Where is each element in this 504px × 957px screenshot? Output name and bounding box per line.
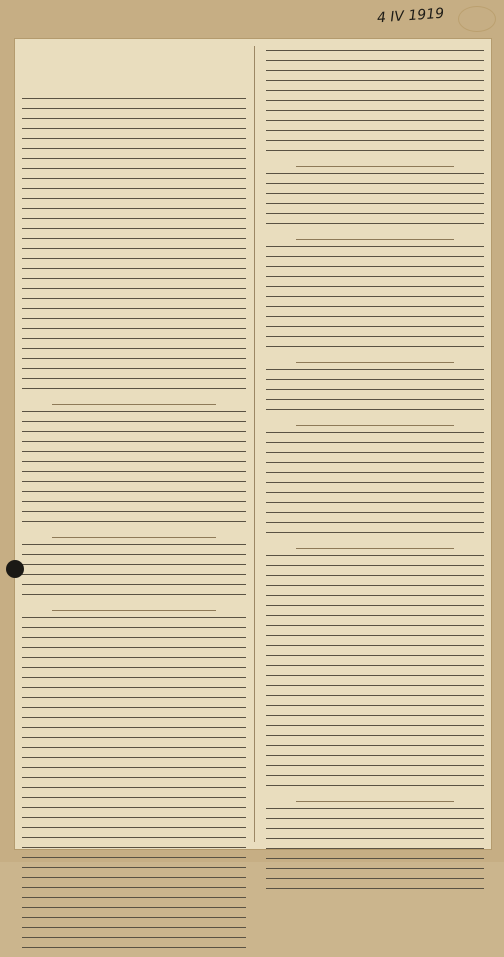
column-divider <box>254 46 255 842</box>
left-paragraph <box>22 544 246 604</box>
right-paragraph <box>266 246 484 356</box>
archive-stamp <box>458 6 496 32</box>
right-column-blocks <box>266 50 484 898</box>
section-rule <box>296 239 454 240</box>
left-paragraph <box>22 617 246 957</box>
right-paragraph <box>266 432 484 542</box>
section-rule <box>296 801 454 802</box>
right-paragraph <box>266 50 484 160</box>
right-paragraph <box>266 369 484 419</box>
section-rule <box>296 425 454 426</box>
right-paragraph <box>266 555 484 795</box>
section-rule <box>296 362 454 363</box>
left-paragraph <box>22 411 246 531</box>
section-rule <box>296 548 454 549</box>
section-rule <box>52 537 216 538</box>
section-rule <box>52 404 216 405</box>
section-rule <box>52 610 216 611</box>
section-rule <box>296 166 454 167</box>
left-paragraph <box>22 98 246 398</box>
left-column <box>22 44 246 844</box>
punch-hole <box>6 560 24 578</box>
left-column-blocks <box>22 98 246 957</box>
handwritten-date: 4 IV 1919 <box>376 5 445 27</box>
right-paragraph <box>266 808 484 898</box>
right-column <box>266 44 484 844</box>
newspaper-clipping <box>14 38 492 850</box>
right-paragraph <box>266 173 484 233</box>
